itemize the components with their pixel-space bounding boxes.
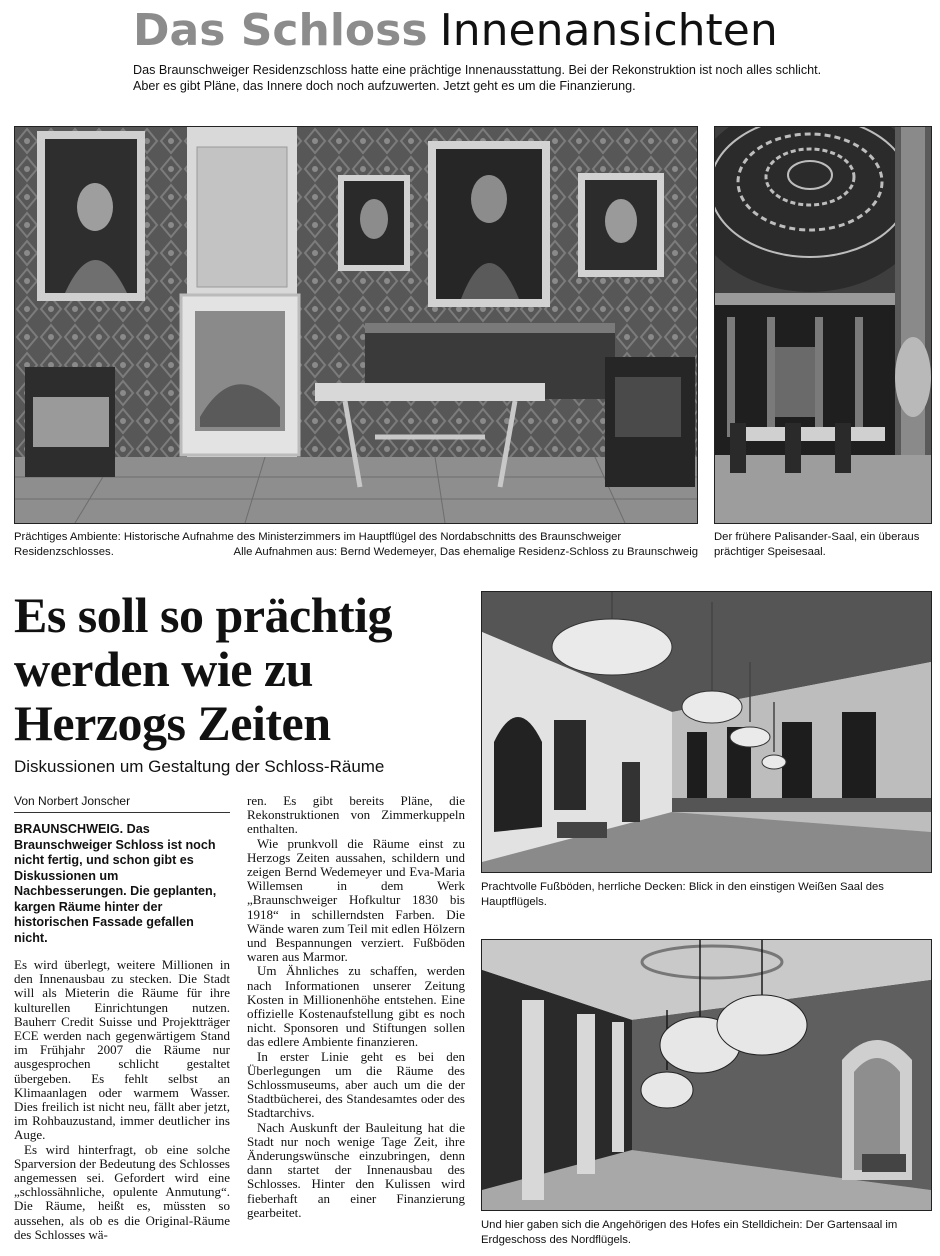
- body-paragraph: Nach Auskunft der Bauleitung hat die Stadt nur noch wenige Tage Zeit, ihre Änderungswünsche einzubringen, denn dann startet der Innenausbau des Schlosses. Hinter den Kulissen wird fieberhaft an einer Finanzierung gearbeitet.: [247, 1119, 465, 1220]
- intro-text: Das Braunschweiger Residenzschloss hatte eine prächtige Innenausstattung. Bei der Rekonstruktion ist noch alles schlicht. Aber es gibt Pläne, das Innere doch noch aufzuwerten. Jetzt geht es um die Finanzierung.: [133, 63, 822, 93]
- photo-gartensaal: [481, 939, 932, 1211]
- article-column-1: [14, 822, 230, 1242]
- headline: Es soll so prächtig werden wie zu Herzogs Zeiten: [14, 587, 393, 751]
- subhead: Diskussionen um Gestaltung der Schloss-Räume: [14, 757, 385, 776]
- caption-gartensaal: Und hier gaben sich die Angehörigen des Hofes ein Stelldichein: Der Gartensaal im Erdgeschoss des Nordflügels.: [481, 1219, 898, 1246]
- body-paragraph: Es wird überlegt, weitere Millionen in den Innenausbau zu stecken. Die Stadt will als Mieterin die Räume für ihre kulturellen Einrichtungen nutzen. Bauherr Credit Suisse und Projektträger ECE werden nach gegenwärtigem Stand im Frühjahr 2007 die Räume nur ausgesprochen schlicht gestaltet übergeben. Es fehlt selbst an Klimaanlagen oder warmem Wasser. Dies freilich ist nicht neu, fällt aber jetzt, im Rohbauzustand, immer deutlicher ins Auge.: [14, 957, 230, 1143]
- article-column-2: [247, 794, 465, 1220]
- dateline: BRAUNSCHWEIG.: [14, 822, 124, 836]
- photo-palisander-illustration: [715, 127, 931, 523]
- lead-paragraph: [14, 822, 230, 946]
- photo-weisser-saal-illustration: [482, 592, 931, 872]
- caption-ministerzimmer: [14, 530, 698, 560]
- kicker-title: [133, 6, 778, 56]
- body-paragraph: Um Ähnliches zu schaffen, werden nach Informationen unserer Zeitung Kosten in Millionenhöhe entstehen. Eine offizielle Kostenaufstellung gibt es noch nicht. Sponsoren und Stiftungen sollen das edlere Ambiente finanzieren.: [247, 963, 465, 1050]
- photo-weisser-saal: [481, 591, 932, 873]
- photo-ministerzimmer-illustration: [15, 127, 697, 523]
- kicker-bold: Das Schloss: [133, 5, 428, 56]
- caption-ministerzimmer-text: Prächtiges Ambiente: Historische Aufnahme des Ministerzimmers im Hauptflügel des Nordabschnitts des Braunschweiger Residenzschlosses.: [14, 531, 622, 558]
- caption-weisser-saal: Prachtvolle Fußböden, herrliche Decken: Blick in den einstigen Weißen Saal des Hauptflügels.: [481, 881, 884, 908]
- body-paragraph: Wie prunkvoll die Räume einst zu Herzogs Zeiten aussahen, schildern und zeigen Bernd Wedemeyer und Eva-Maria Willemsen in dem Werk „Braunschweiger Hofkultur 1830 bis 1918“ in schillerndsten Farben. Die Wände waren zum Teil mit edlen Hölzern und Bespannungen verziert. Fußböden waren aus Marmor.: [247, 835, 465, 965]
- kicker-light: Innenansichten: [439, 5, 778, 56]
- photo-palisander-saal: [714, 126, 932, 524]
- byline: Von Norbert Jonscher: [14, 793, 230, 813]
- body-paragraph: In erster Linie geht es bei den Überlegungen um die Räume des Schlossmuseums, aber auch um die der Stadtbücherei, des Standesamtes oder des Stadtarchivs.: [247, 1048, 465, 1121]
- photo-ministerzimmer: [14, 126, 698, 524]
- caption-palisander: Der frühere Palisander-Saal, ein überaus prächtiger Speisesaal.: [714, 531, 920, 558]
- body-paragraph: ren. Es gibt bereits Pläne, die Rekonstruktionen von Zimmerkuppeln enthalten.: [247, 793, 465, 837]
- photo-gartensaal-illustration: [482, 940, 931, 1210]
- body-paragraph: Es wird hinterfragt, ob eine solche Sparversion der Bedeutung des Schlosses angemessen sei. Gefordert wird eine „schlossähnliche, opulente Anmutung“. Die Räume, heißt es, müssten so aussehen, als ob es die Original-Räume des Schlosses wä-: [14, 1141, 230, 1242]
- photo-credit: Alle Aufnahmen aus: Bernd Wedemeyer, Das ehemalige Residenz-Schloss zu Braunschweig: [233, 546, 698, 558]
- lead-text: Das Braunschweiger Schloss ist noch nicht fertig, und schon gibt es Diskussionen um Nachbesserungen. Die geplanten, kargen Räume hinter der historischen Fassade gefallen nicht.: [14, 822, 217, 945]
